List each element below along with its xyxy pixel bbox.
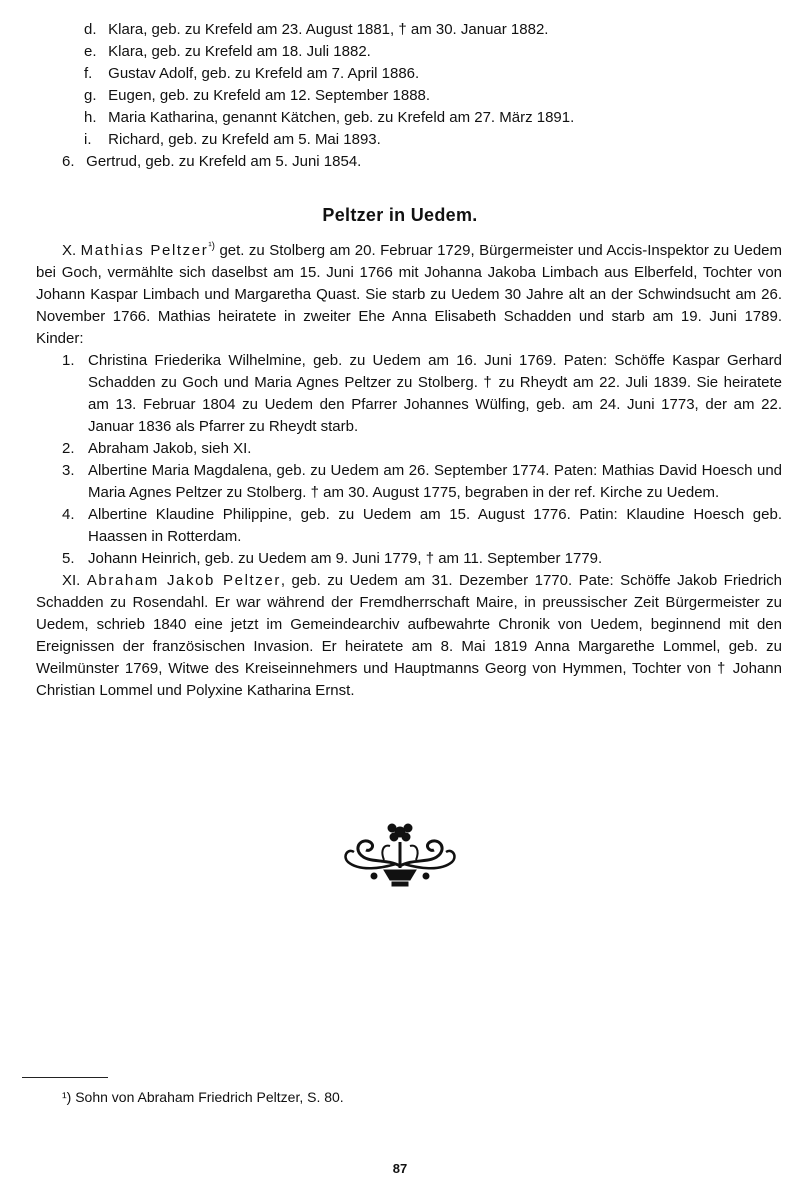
item-label: 6.: [62, 153, 75, 170]
item-label: f.: [84, 65, 93, 82]
list-item: [62, 129, 782, 151]
list-item: [62, 460, 782, 504]
item-label: i.: [84, 131, 92, 148]
children-list: [62, 350, 782, 570]
item-text: Klara, geb. zu Krefeld am 18. Juli 1882.: [108, 43, 371, 60]
list-item: [62, 41, 782, 63]
list-item: [62, 151, 782, 173]
entry-x: [36, 240, 782, 350]
list-item: [62, 63, 782, 85]
person-name: Mathias Peltzer: [80, 242, 209, 259]
footnote-text: Sohn von Abraham Friedrich Peltzer, S. 80.: [75, 1089, 344, 1105]
item-text: Christina Friederika Wilhelmine, geb. zu Uedem am 16. Juni 1769. Paten: Schöffe Kaspar Gerhard Schadden zu Goch und Maria Agnes Peltzer zu Stolberg. † zu Rheydt am 22. Juli 1839. Sie heiratete am 13. Februar 1804 zu Uedem den Pfarrer Johannes Wülfing, geb. am 24. Juni 1773, der am 22. Januar 1836 als Pfarrer zu Rheydt starb.: [88, 352, 782, 435]
section-body: [36, 240, 782, 702]
item-label: 5.: [62, 550, 75, 567]
item-text: Albertine Maria Magdalena, geb. zu Uedem am 26. September 1774. Paten: Mathias David Hoesch und Maria Agnes Peltzer zu Stolberg. † am 30. August 1775, begraben in der ref. Kirche zu Uedem.: [88, 462, 782, 501]
entry-number: X.: [62, 242, 77, 259]
entry-text: get. zu Stolberg am 20. Februar 1729, Bürgermeister und Accis-Inspektor zu Uedem bei Goch, vermählte sich daselbst am 15. Juni 1766 mit Johanna Jakoba Limbach aus Elberfeld, Tochter von Johann Kaspar Limbach und Margaretha Quast. Sie starb zu Uedem 30 Jahre alt an der Schwindsucht am 26. November 1766. Mathias heiratete in zweiter Ehe Anna Elisabeth Schadden und starb am 19. Juni 1789. Kinder:: [36, 242, 783, 347]
list-item: [62, 504, 782, 548]
item-text: Eugen, geb. zu Krefeld am 12. September 1888.: [108, 87, 431, 104]
item-label: 4.: [62, 506, 75, 523]
item-text: Maria Katharina, genannt Kätchen, geb. zu Krefeld am 27. März 1891.: [108, 109, 575, 126]
section-heading: Peltzer in Uedem.: [322, 205, 478, 225]
item-label: 3.: [62, 462, 75, 479]
list-item: [62, 19, 782, 41]
entry-xi: [36, 570, 782, 702]
item-text: Gustav Adolf, geb. zu Krefeld am 7. April 1886.: [108, 65, 420, 82]
item-text: Albertine Klaudine Philippine, geb. zu Uedem am 15. August 1776. Patin: Klaudine Hoesch geb. Haassen in Rotterdam.: [88, 506, 782, 545]
item-label: 1.: [62, 352, 75, 369]
list-item: [62, 548, 782, 570]
item-text: Johann Heinrich, geb. zu Uedem am 9. Juni 1779, † am 11. September 1779.: [88, 550, 603, 567]
list-item: [62, 438, 782, 460]
item-text: Abraham Jakob, sieh XI.: [88, 440, 252, 457]
footnote: [62, 1086, 344, 1108]
entry-number: XI.: [62, 572, 81, 589]
floral-ornament-icon: [338, 820, 462, 892]
item-label: g.: [84, 87, 97, 104]
footnote-mark: ¹): [62, 1089, 72, 1105]
footnote-reference: ¹): [208, 241, 215, 252]
page-number: 87: [392, 1161, 408, 1176]
item-label: h.: [84, 109, 97, 126]
item-text: Gertrud, geb. zu Krefeld am 5. Juni 1854.: [86, 153, 362, 170]
item-text: Richard, geb. zu Krefeld am 5. Mai 1893.: [108, 131, 381, 148]
item-label: d.: [84, 21, 97, 38]
previous-children-list: [62, 19, 782, 173]
list-item: [62, 350, 782, 438]
footnote-divider: [22, 1077, 108, 1078]
item-label: e.: [84, 43, 97, 60]
entry-text: , geb. zu Uedem am 31. Dezember 1770. Pate: Schöffe Jakob Friedrich Schadden zu Rosendahl. Er war während der Fremdherrschaft Maire, in preussischer Zeit Bürgermeister zu Uedem, schrieb 1840 eine jetzt im Gemeindearchiv aufbewahrte Chronik von Uedem, beginnend mit den Ereignissen der französischen Invasion. Er heiratete am 8. Mai 1819 Anna Margarethe Lommel, geb. zu Weilmünster 1769, Witwe des Kreiseinnehmers und Hauptmanns Georg von Hymmen, Tochter von † Johann Christian Lommel und Polyxine Katharina Ernst.: [36, 572, 782, 699]
list-item: [62, 85, 782, 107]
list-item: [62, 107, 782, 129]
item-label: 2.: [62, 440, 75, 457]
person-name: Abraham Jakob Peltzer: [86, 572, 281, 589]
item-text: Klara, geb. zu Krefeld am 23. August 1881, † am 30. Januar 1882.: [108, 21, 549, 38]
